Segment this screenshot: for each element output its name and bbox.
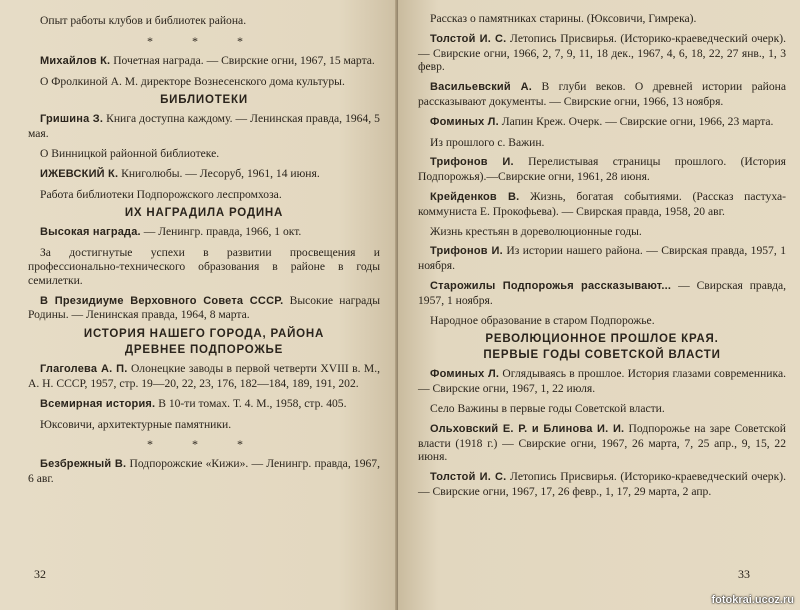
- annotation-education: Народное образование в старом Подпорожье.: [430, 313, 655, 327]
- annotation-yuksovichi: Юксовичи, архитектурные памятники.: [40, 417, 232, 431]
- entry-text: Подпорожье на заре Советской власти (1918 г.) — Свирские огни, 1967, 26 марта, 7, 25 апр., 9, 15, 22 июня.: [418, 421, 786, 464]
- left-page: [0, 0, 398, 610]
- entry-author: Михайлов К.: [40, 54, 111, 67]
- page-number: 33: [738, 567, 750, 581]
- entry-text: Олонецкие заводы в первой четверти XVIII в. М., А. Н. СССР, 1957, стр. 19—20, 22, 23, 176, 182—184, 189, 191, 202.: [28, 362, 380, 390]
- entry-author: Трифонов И.: [430, 245, 503, 258]
- entry-author: Крейденков В.: [430, 190, 520, 203]
- section-separator: * * *: [147, 437, 261, 452]
- section-separator: * * *: [147, 33, 261, 48]
- entry-author: Глаголева А. П.: [40, 363, 128, 376]
- bib-entry-fominykh-1: [418, 115, 786, 130]
- entry-author: Толстой И. С.: [430, 32, 507, 45]
- entry-text: Книголюбы. — Лесоруб, 1961, 14 июня.: [121, 166, 320, 180]
- entry-text: Из истории нашего района. — Свирская правда, 1957, 1 ноября.: [418, 244, 786, 273]
- entry-text: Книга доступна каждому. — Ленинская правда, 1964, 5 мая.: [28, 112, 380, 141]
- right-page: [398, 0, 800, 610]
- page-number: 32: [34, 567, 46, 581]
- bib-entry-world-history: [28, 397, 380, 412]
- entry-author: Трифонов И.: [430, 156, 514, 169]
- entry-author: Толстой И. С.: [430, 471, 507, 484]
- bib-entry-tolstoy-1: [418, 32, 786, 74]
- entry-text: Почетная награда. — Свирские огни, 1967, 15 марта.: [113, 53, 375, 67]
- entry-text: — Свирская правда, 1957, 1 ноября.: [418, 278, 787, 307]
- bib-entry-starozhily: [418, 279, 786, 308]
- entry-text: Подпорожские «Кижи». — Ленингр. правда, 1967, 6 авг.: [28, 457, 380, 486]
- bib-entry-vasilievsky: [418, 80, 786, 109]
- annotation-monuments: Рассказ о памятниках старины. (Юксовичи, Гимрека).: [430, 12, 697, 25]
- bib-entry-grishina: [28, 112, 380, 141]
- watermark: fotokrai.ucoz.ru: [711, 594, 794, 606]
- entry-text: В глуби веков. О древней истории района рассказывают документы. — Свирские огни, 1966, 13 ноября.: [418, 80, 786, 108]
- bib-entry-trifonov-2: [418, 244, 786, 273]
- bib-entry-izhevsky: [28, 167, 380, 182]
- bib-entry-fominykh-2: [418, 367, 786, 396]
- bib-entry-trifonov-1: [418, 155, 786, 184]
- bib-entry-mikhailov: [28, 54, 380, 69]
- annotation-vazhiny: Из прошлого с. Важин.: [430, 135, 545, 149]
- section-subheading-ancient: ДРЕВНЕЕ ПОДПОРОЖЬЕ: [124, 344, 284, 357]
- entry-author: Гришина З.: [40, 113, 104, 126]
- entry-text: В 10-ти томах. Т. 4. М., 1958, стр. 405.: [158, 396, 347, 410]
- annotation-vazhiny-soviet: Село Важины в первые годы Советской власти.: [430, 401, 665, 415]
- entry-author: Фоминых Л.: [430, 115, 499, 128]
- bib-entry-glagoleva: [28, 362, 380, 391]
- section-heading-history: ИСТОРИЯ НАШЕГО ГОРОДА, РАЙОНА: [83, 328, 325, 341]
- entry-author: Высокая награда.: [40, 226, 141, 239]
- section-subheading-soviet-years: ПЕРВЫЕ ГОДЫ СОВЕТСКОЙ ВЛАСТИ: [483, 349, 721, 362]
- entry-author: Васильевский А.: [430, 81, 533, 94]
- entry-text: Перелистывая страницы прошлого. (История Подпорожья).—Свирские огни, 1961, 28 июня.: [418, 155, 786, 184]
- annotation-lespromkhoz: Работа библиотеки Подпорожского леспромхоза.: [40, 187, 282, 201]
- entry-text: Летопись Присвирья. (Историко-краеведческий очерк). — Свирские огни, 1967, 17, 26 февр., 1, 17, 29 марта, 2 апр.: [418, 470, 786, 498]
- entry-author: Всемирная история.: [40, 397, 156, 410]
- annotation-vinnitsa: О Винницкой районной библиотеке.: [40, 146, 220, 160]
- annotation-peasants: Жизнь крестьян в дореволюционные годы.: [430, 224, 642, 238]
- top-entry: Опыт работы клубов и библиотек района.: [40, 14, 247, 27]
- annotation-award: За достигнутые успехи в развитии просвещения и профессионально-технического образования в районе в годы семилетки.: [28, 246, 380, 287]
- bib-entry-presidium: [28, 294, 380, 323]
- entry-author: Безбрежный В.: [40, 458, 127, 471]
- entry-text: Высокие награды Родины. — Ленинская правда, 1964, 8 марта.: [28, 293, 380, 322]
- section-heading-awards: ИХ НАГРАДИЛА РОДИНА: [124, 207, 284, 220]
- section-heading-revolution: РЕВОЛЮЦИОННОЕ ПРОШЛОЕ КРАЯ.: [485, 333, 719, 346]
- entry-text: Лапин Креж. Очерк. — Свирские огни, 1966, 23 марта.: [501, 114, 774, 128]
- bib-entry-tolstoy-2: [418, 470, 786, 499]
- bib-entry-kreidenkov: [418, 190, 786, 219]
- annotation-frolkina: О Фролкиной А. М. директоре Вознесенского дома культуры.: [40, 74, 345, 88]
- bib-entry-award: [28, 225, 380, 240]
- entry-text: Оглядываясь в прошлое. История глазами современника. — Свирские огни, 1967, 1, 22 июля.: [418, 367, 786, 396]
- entry-author: Ольховский Е. Р. и Блинова И. И.: [430, 422, 625, 435]
- entry-author: Фоминых Л.: [430, 368, 500, 381]
- bib-entry-olkhovsky: [418, 422, 786, 464]
- entry-text: — Ленингр. правда, 1966, 1 окт.: [143, 225, 302, 239]
- entry-author: Старожилы Подпорожья рассказывают...: [430, 279, 672, 292]
- entry-text: Летопись Присвирья. (Историко-краеведческий очерк). — Свирские огни, 1966, 2, 7, 9, 11, 18 дек., 1967, 4, 6, 18, 22, 27 янв., 1, 3 февр.: [418, 31, 786, 74]
- entry-author: ИЖЕВСКИЙ К.: [40, 167, 119, 180]
- section-heading-libraries: БИБЛИОТЕКИ: [160, 94, 248, 107]
- bib-entry-bezbrezhny: [28, 457, 380, 486]
- entry-author: В Президиуме Верховного Совета СССР.: [40, 294, 284, 307]
- entry-text: Жизнь, богатая событиями. (Рассказ пастуха-коммуниста Е. Прокофьева). — Свирская правда, 1958, 20 авг.: [418, 189, 786, 218]
